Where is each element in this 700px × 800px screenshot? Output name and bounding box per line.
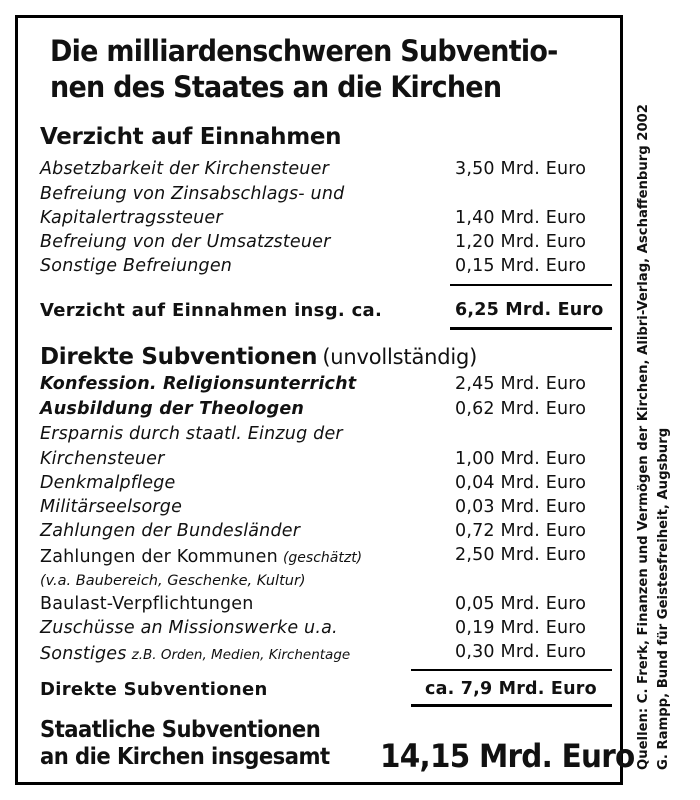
item-amount: 0,19 Mrd. Euro xyxy=(455,618,587,638)
item-label: Zahlungen der Kommunen xyxy=(40,547,278,567)
item-label-row xyxy=(40,547,362,567)
item-amount: 0,04 Mrd. Euro xyxy=(455,473,587,493)
item-amount: 0,30 Mrd. Euro xyxy=(455,642,587,662)
item-label: Kirchensteuer xyxy=(40,449,165,469)
item-label-note: (v.a. Baubereich, Geschenke, Kultur) xyxy=(40,573,306,589)
item-amount: 2,50 Mrd. Euro xyxy=(455,545,587,565)
item-label: Ausbildung der Theologen xyxy=(40,399,305,419)
sum-rule xyxy=(450,284,612,286)
sources-line-2: G. Rampp, Bund für Geistesfreiheit, Augsburg xyxy=(656,427,671,770)
item-amount: 2,45 Mrd. Euro xyxy=(455,374,587,394)
item-amount: 1,40 Mrd. Euro xyxy=(455,208,587,228)
section-total-label: Direkte Subventionen xyxy=(40,679,268,700)
item-amount: 0,03 Mrd. Euro xyxy=(455,497,587,517)
section-heading-text: Direkte Subventionen xyxy=(40,344,318,370)
section-total-label: Verzicht auf Einnahmen insg. ca. xyxy=(40,300,383,321)
item-label: Konfession. Religionsunterricht xyxy=(40,374,357,394)
item-label: Kapitalertragssteuer xyxy=(40,208,223,228)
grand-total-label-line-2: an die Kirchen insgesamt xyxy=(40,744,330,770)
page-title-line-2: nen des Staates an die Kirchen xyxy=(50,70,502,104)
double-underline xyxy=(411,704,612,707)
item-amount: 3,50 Mrd. Euro xyxy=(455,159,587,179)
section-heading-direkte xyxy=(40,345,477,369)
section-heading-verzicht: Verzicht auf Einnahmen xyxy=(40,124,342,150)
item-amount: 0,15 Mrd. Euro xyxy=(455,256,587,276)
item-label: Ersparnis durch staatl. Einzug der xyxy=(40,424,343,444)
item-label: Militärseelsorge xyxy=(40,497,183,517)
item-label: Zahlungen der Bundesländer xyxy=(40,521,301,541)
section-heading-note: (unvollständig) xyxy=(322,345,478,369)
section-total-amount: ca. 7,9 Mrd. Euro xyxy=(425,679,597,699)
item-label: Sonstiges xyxy=(40,644,127,664)
item-amount: 0,72 Mrd. Euro xyxy=(455,521,587,541)
item-label-row xyxy=(40,644,350,664)
double-underline xyxy=(450,327,612,330)
item-label: Baulast-Verpflichtungen xyxy=(40,594,254,614)
item-label-note: z.B. Orden, Medien, Kirchentage xyxy=(131,647,351,663)
sum-rule xyxy=(411,669,612,671)
item-label: Zuschüsse an Missionswerke u.a. xyxy=(40,618,338,638)
item-label: Absetzbarkeit der Kirchensteuer xyxy=(40,159,329,179)
item-label: Denkmalpflege xyxy=(40,473,176,493)
page-title-line-1: Die milliardenschweren Subventio- xyxy=(50,34,558,68)
item-amount: 1,20 Mrd. Euro xyxy=(455,232,587,252)
item-label: Sonstige Befreiungen xyxy=(40,256,233,276)
item-amount: 1,00 Mrd. Euro xyxy=(455,449,587,469)
section-total-amount: 6,25 Mrd. Euro xyxy=(455,300,604,320)
item-label: Befreiung von Zinsabschlags- und xyxy=(40,184,345,204)
grand-total-label-line-1: Staatliche Subventionen xyxy=(40,717,321,743)
item-amount: 0,05 Mrd. Euro xyxy=(455,594,587,614)
item-amount: 0,62 Mrd. Euro xyxy=(455,399,587,419)
grand-total-amount: 14,15 Mrd. Euro xyxy=(380,737,635,775)
item-label: Befreiung von der Umsatzsteuer xyxy=(40,232,331,252)
sources-line-1: Quellen: C. Frerk, Finanzen und Vermögen der Kirchen, Alibri-Verlag, Aschaffenburg 2002 xyxy=(636,104,651,770)
item-label-note: (geschätzt) xyxy=(282,550,363,566)
